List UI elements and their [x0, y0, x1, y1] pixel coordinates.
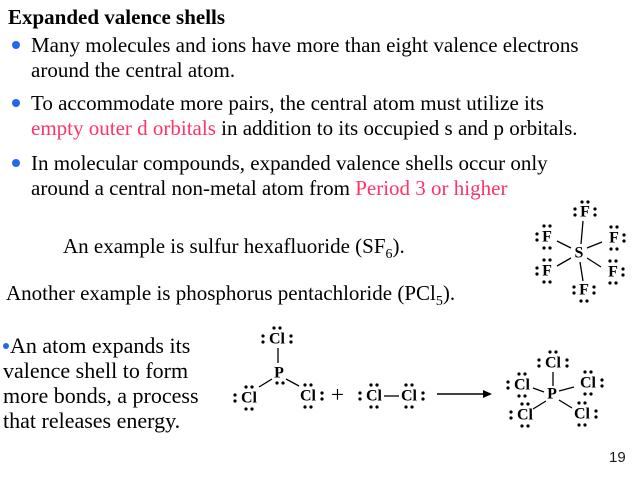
bullet-point-3: [31, 151, 637, 201]
side-note-text-1: An atom expands its: [10, 333, 191, 358]
side-note-line-3: more bonds, a process: [3, 383, 199, 408]
example-pcl5-subscript: 5: [435, 294, 443, 310]
side-note-line-1: [3, 333, 235, 358]
bullet-icon: [12, 99, 20, 107]
reaction-arrow-icon: [436, 386, 494, 407]
example-pcl5-pre: Another example is phosphorus pentachloride (PCl: [6, 281, 436, 305]
bullet-2-line-1: To accommodate more pairs, the central atom must utilize its: [31, 91, 544, 115]
bullet-icon: [3, 343, 9, 349]
bullet-point-1: [31, 33, 637, 83]
sf6-lewis-structure: [535, 198, 640, 315]
svg-text:F: F: [579, 281, 589, 299]
svg-text:Cl: Cl: [269, 330, 285, 348]
svg-text:P: P: [547, 385, 557, 403]
bullet-2-line-2-rest: in addition to its occupied s and p orbitals.: [215, 116, 578, 140]
example-sf6-post: ).: [392, 234, 405, 258]
bullet-1-line-2: around the central atom.: [31, 58, 236, 82]
example-pcl5-text: [6, 281, 456, 310]
svg-text:F: F: [542, 262, 552, 280]
side-note: [3, 333, 235, 433]
svg-text:Cl: Cl: [241, 389, 257, 407]
highlight-period-3: Period 3 or higher: [355, 176, 508, 200]
svg-text:Cl: Cl: [366, 387, 382, 405]
pcl3-lewis-structure: [230, 320, 335, 437]
bullet-icon: [12, 159, 20, 167]
svg-text:P: P: [274, 364, 284, 382]
bullet-2-line-2: [31, 116, 637, 141]
example-sf6-text: [63, 234, 405, 263]
svg-text:S: S: [574, 244, 584, 262]
bullet-point-2: [31, 91, 637, 141]
svg-text:Cl: Cl: [300, 387, 316, 405]
slide-title: Expanded valence shells: [8, 5, 226, 29]
bullet-1-line-1: Many molecules and ions have more than eight valence electrons: [31, 33, 579, 57]
bullet-3-line-1: In molecular compounds, expanded valence shells occur only: [31, 151, 548, 175]
side-note-line-2: valence shell to form: [3, 358, 189, 383]
bullet-icon: [12, 41, 20, 49]
plus-sign: +: [331, 382, 344, 407]
svg-text:Cl: Cl: [545, 354, 561, 372]
svg-text:F: F: [580, 203, 590, 221]
bullet-3-line-2-pre: around a central non-metal atom from: [31, 176, 356, 200]
svg-text:Cl: Cl: [517, 406, 533, 424]
cl2-lewis-structure: [350, 372, 435, 427]
side-note-line-4: that releases energy.: [3, 408, 181, 433]
svg-text:F: F: [542, 228, 552, 246]
svg-text:F: F: [609, 229, 619, 247]
highlight-d-orbitals: empty outer d orbitals: [31, 116, 216, 140]
svg-text:Cl: Cl: [580, 374, 596, 392]
svg-text:Cl: Cl: [401, 387, 417, 405]
svg-text:F: F: [608, 263, 618, 281]
page-number: 19: [609, 449, 626, 466]
svg-text:Cl: Cl: [574, 405, 590, 423]
example-pcl5-post: ).: [442, 281, 456, 305]
example-sf6-pre: An example is sulfur hexafluoride (SF: [63, 234, 386, 258]
svg-text:Cl: Cl: [514, 376, 530, 394]
example-sf6-subscript: 6: [385, 247, 393, 263]
pcl5-lewis-structure: [495, 345, 620, 445]
